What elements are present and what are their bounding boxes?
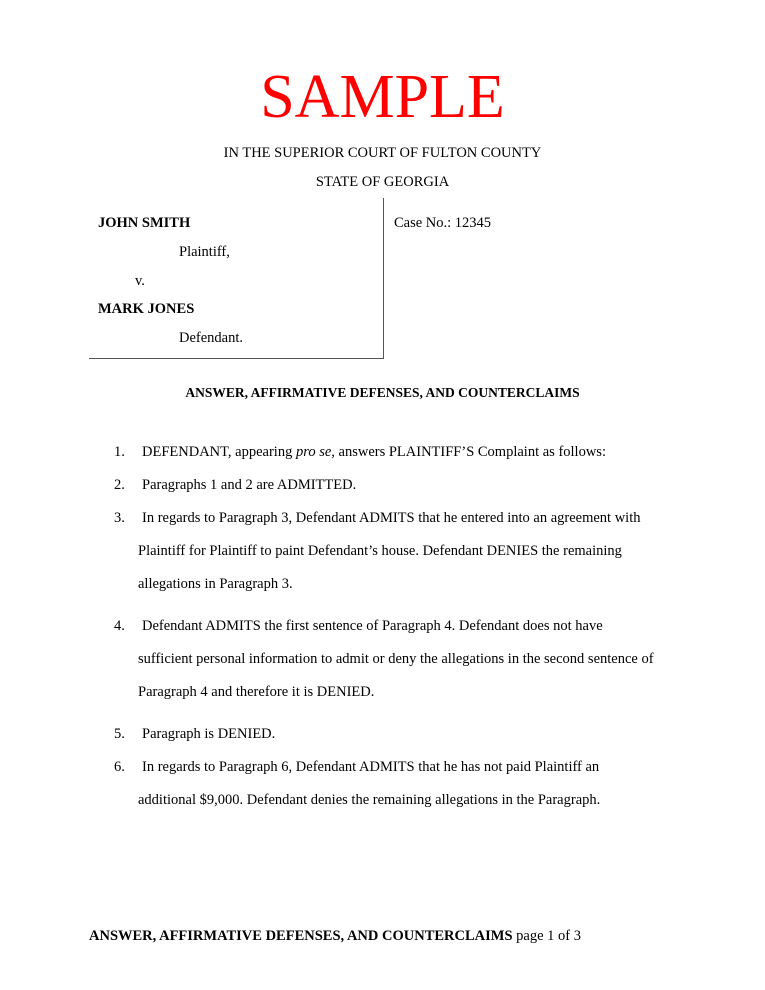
paragraph-number: 6. bbox=[114, 759, 125, 775]
document-title: ANSWER, AFFIRMATIVE DEFENSES, AND COUNTERCLAIMS bbox=[185, 385, 580, 400]
paragraph-number: 3. bbox=[114, 510, 125, 526]
case-number: Case No.: 12345 bbox=[394, 215, 492, 231]
defendant-role: Defendant. bbox=[179, 330, 244, 346]
paragraph-text-line: Plaintiff for Plaintiff to paint Defendant’s house. Defendant DENIES the remaining bbox=[138, 543, 622, 559]
paragraph-number: 1. bbox=[114, 444, 125, 460]
page-footer bbox=[89, 928, 581, 945]
text-segment: , answers PLAINTIFF’S Complaint as follows: bbox=[331, 444, 606, 460]
paragraph-number: 4. bbox=[114, 618, 125, 634]
defendant-name: MARK JONES bbox=[98, 301, 195, 317]
plaintiff-name: JOHN SMITH bbox=[98, 215, 191, 231]
paragraph-number: 5. bbox=[114, 726, 125, 742]
versus-label: v. bbox=[135, 273, 145, 289]
court-name: IN THE SUPERIOR COURT OF FULTON COUNTY bbox=[223, 145, 542, 161]
page-number: page 1 of 3 bbox=[516, 928, 581, 944]
paragraph-text-line: additional $9,000. Defendant denies the remaining allegations in the Paragraph. bbox=[138, 792, 601, 808]
paragraph-text-line: sufficient personal information to admit or deny the allegations in the second sentence of bbox=[138, 651, 654, 667]
plaintiff-role: Plaintiff, bbox=[179, 244, 230, 260]
sample-watermark: SAMPLE bbox=[260, 63, 505, 131]
paragraph-text: Paragraphs 1 and 2 are ADMITTED. bbox=[142, 477, 357, 493]
text-segment: DEFENDANT, appearing bbox=[142, 444, 296, 460]
paragraph-text: Paragraph is DENIED. bbox=[142, 726, 276, 742]
paragraph-text-line: allegations in Paragraph 3. bbox=[138, 576, 293, 592]
paragraph-number: 2. bbox=[114, 477, 125, 493]
paragraph-text-line: In regards to Paragraph 6, Defendant ADMITS that he has not paid Plaintiff an bbox=[142, 759, 600, 775]
paragraph-text bbox=[142, 436, 606, 469]
paragraph-text-line: Paragraph 4 and therefore it is DENIED. bbox=[138, 684, 375, 700]
court-state: STATE OF GEORGIA bbox=[315, 174, 450, 190]
pro-se-italic: pro se bbox=[295, 444, 332, 460]
paragraph-text-line: Defendant ADMITS the first sentence of Paragraph 4. Defendant does not have bbox=[142, 618, 603, 634]
footer-title: ANSWER, AFFIRMATIVE DEFENSES, AND COUNTERCLAIMS bbox=[89, 928, 513, 944]
paragraph-text-line: In regards to Paragraph 3, Defendant ADMITS that he entered into an agreement with bbox=[142, 510, 641, 526]
